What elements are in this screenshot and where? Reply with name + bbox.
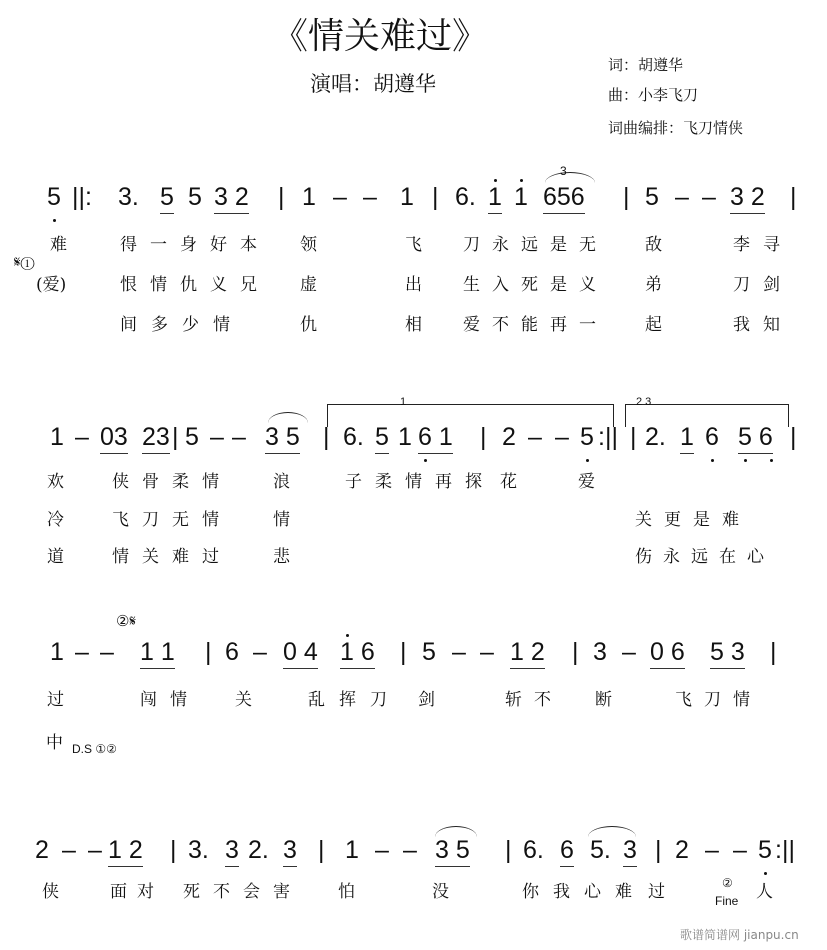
note: – [375,836,389,864]
note: 5 3 [710,638,745,669]
composer-credit: 曲：小李飞刀 [608,86,699,104]
lyric-text: 恨情仇义兄 [120,275,270,295]
lyric-text: 过 [648,882,665,902]
note: 2 [675,836,689,864]
lyric-text: (爱) [36,275,67,295]
note: 6 [225,638,239,666]
note: 03 [100,423,128,454]
barline: | [170,836,177,864]
barline: | [323,423,330,451]
volta-bracket-1 [327,404,614,427]
lyric-text: 斩不 [505,690,563,710]
note: 2 [35,836,49,864]
note: – [528,423,542,451]
barline: | [623,183,630,211]
barline: | [278,183,285,211]
lyric-text: 浪 [273,472,290,492]
lyric-text: 侠骨柔情 [112,472,232,492]
lyric-text: 面对 [110,882,164,902]
barline: | [790,423,797,451]
note: – [210,423,224,451]
note: – [75,638,89,666]
lyric-text: 乱挥刀 [308,690,401,710]
octave-dot [764,872,767,875]
lyric-text: 领 [300,235,317,255]
octave-dot [53,219,56,222]
octave-dot [770,459,773,462]
note: 5 [375,423,389,454]
watermark: 歌谱简谱网 jianpu.cn [680,928,799,942]
note: – [555,423,569,451]
note: 1 2 [108,836,143,867]
slur-arc [268,412,308,423]
arranger-credit: 词曲编排：飞刀情侠 [608,119,744,137]
octave-dot [520,179,523,182]
lyric-text: 关 [235,690,252,710]
lyric-text: 关更是难 [635,510,751,530]
note: 6. [343,423,364,451]
segno-1-sign: 𝄋① [14,254,35,271]
note: 1 [514,183,528,211]
note: – [253,638,267,666]
volta-2-3-label: 2 3 [636,396,652,408]
lyric-text: 过 [47,690,64,710]
note: 3 5 [265,423,300,454]
fine-number: ② [722,876,733,890]
lyric-text: 断 [595,690,612,710]
note: 6. [523,836,544,864]
note: 3 [225,836,239,867]
note: – [333,183,347,211]
note: – [88,836,102,864]
note: 5 [422,638,436,666]
segno-2-sign: ②𝄋 [116,613,136,630]
lyric-text: 子柔情再探 [345,472,495,492]
lyric-text: 闯情 [140,690,200,710]
note: 1 [400,183,414,211]
octave-dot [494,179,497,182]
fine-marking: Fine [715,894,739,908]
note: 5 [188,183,202,211]
lyric-text: 难 [50,235,67,255]
note: 656 [543,183,585,214]
note: 1 [680,423,694,454]
note: – [702,183,716,211]
volta-1-label: 1 [400,396,407,408]
lyric-text: 爱不能再一 [463,315,608,335]
note: 3. [118,183,139,211]
lyric-text: 人 [756,882,773,902]
lyric-text: 欢 [47,472,64,492]
note: – [363,183,377,211]
lyric-text: 冷 [47,510,64,530]
note: – [100,638,114,666]
barline: | [400,638,407,666]
slur-arc [588,826,636,837]
ds-marking: D.S ①② [72,742,117,756]
lyric-text: 侠 [42,882,59,902]
note: 1 [488,183,502,214]
slur-arc [435,826,477,837]
barline: | [480,423,487,451]
note: 1 2 [510,638,545,669]
lyric-text: 出 [405,275,422,295]
octave-dot [711,459,714,462]
barline: | [770,638,777,666]
note: 3 5 [435,836,470,867]
barline: | [655,836,662,864]
lyric-text: 怕 [338,882,355,902]
note: – [480,638,494,666]
note: 3 2 [730,183,765,214]
lyric-text: 起 [645,315,662,335]
lyric-text: 得一身好本 [120,235,270,255]
lyric-text: 生入死是义 [463,275,608,295]
barline: | [505,836,512,864]
lyric-text: 飞刀情 [675,690,762,710]
octave-dot [744,459,747,462]
barline: :|| [598,423,618,451]
note: 23 [142,423,170,454]
lyric-text: 中 [46,733,63,753]
lyric-text: 剑 [418,690,435,710]
note: 5 [160,183,174,214]
note: 1 [302,183,316,211]
note: 5 [185,423,199,451]
lyric-text: 爱 [578,472,595,492]
lyric-text: 没 [432,882,449,902]
lyric-text: 李寻 [733,235,793,255]
lyric-text: 刀剑 [733,275,793,295]
note: – [403,836,417,864]
barline: | [790,183,797,211]
barline: | [630,423,637,451]
note: – [705,836,719,864]
note: 0 4 [283,638,318,669]
barline: | [572,638,579,666]
note: – [62,836,76,864]
octave-dot [424,459,427,462]
note: 5 [580,423,594,451]
song-title: 《情关难过》 [271,16,488,57]
note: 6 [705,423,719,451]
lyric-text: 花 [500,472,517,492]
note: 2. [248,836,269,864]
lyric-text: 间多少情 [120,315,244,335]
note: – [622,638,636,666]
lyric-text: 情 [273,510,290,530]
note: 3. [188,836,209,864]
barline: | [318,836,325,864]
lyric-text: 情关难过 [112,547,232,567]
lyric-text: 死不会害 [183,882,303,902]
note: 6 1 [418,423,453,454]
note: 1 [50,423,64,451]
lyric-text: 相 [405,315,422,335]
note: – [75,423,89,451]
lyric-text: 悲 [273,547,290,567]
barline: :|| [775,836,795,864]
lyric-text: 虚 [300,275,317,295]
note: 3 [593,638,607,666]
octave-dot [346,634,349,637]
octave-dot [586,459,589,462]
triplet-arc [545,172,595,183]
singer-credit: 演唱：胡遵华 [310,72,436,96]
note: 3 [623,836,637,867]
lyric-text: 伤永远在心 [635,547,775,567]
lyric-text: 弟 [645,275,662,295]
barline: | [205,638,212,666]
note: 2 [502,423,516,451]
note: 0 6 [650,638,685,669]
lyric-text: 仇 [300,315,317,335]
lyric-text: 刀永远是无 [463,235,608,255]
note: – [675,183,689,211]
lyric-text: 我知 [733,315,793,335]
note: 6 [560,836,574,867]
lyric-text: 飞 [405,235,422,255]
barline: | [432,183,439,211]
lyric-text: 道 [47,547,64,567]
note: 5 [645,183,659,211]
note: 1 1 [140,638,175,669]
note: 6. [455,183,476,211]
lyric-text: 你我心难 [522,882,646,902]
note: 1 [398,423,412,451]
lyric-text: 敌 [645,235,662,255]
triplet-mark: 3 [560,164,567,178]
note: 1 6 [340,638,375,669]
lyricist-credit: 词：胡遵华 [608,56,684,74]
note: 5. [590,836,611,864]
note: 5 6 [738,423,773,454]
note: 5 [47,183,61,211]
note: – [232,423,246,451]
note: 3 [283,836,297,867]
note: 1 [50,638,64,666]
note: – [733,836,747,864]
barline: ||: [72,183,92,211]
note: – [452,638,466,666]
barline: | [172,423,179,451]
note: 5 [758,836,772,864]
note: 3 2 [214,183,249,214]
note: 2. [645,423,666,451]
note: 1 [345,836,359,864]
lyric-text: 飞刀无情 [112,510,232,530]
